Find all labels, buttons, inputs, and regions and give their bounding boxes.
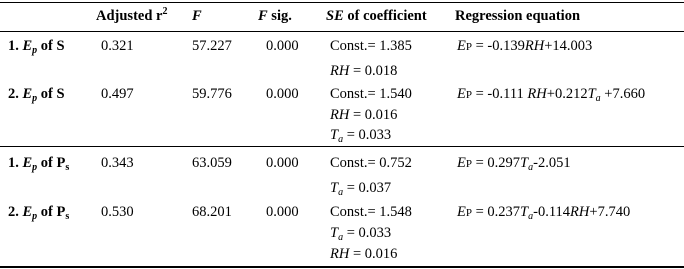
f-value: 59.776 — [192, 86, 232, 102]
se-line: Const.= 1.548 — [330, 204, 412, 220]
se-line: RH = 0.018 — [330, 63, 398, 79]
se-line: Const.= 1.385 — [330, 38, 412, 54]
se-line: $T_a = 0.033$ — [330, 127, 392, 145]
regression-equation: EP = $0.297T_a-2.051$ — [457, 155, 571, 173]
adjusted-r2-value: 0.321 — [101, 38, 134, 54]
row-label: 1. $E_p$ of S — [8, 38, 65, 56]
header-f-sig: F sig. — [258, 8, 292, 24]
row-label: 2. $E_p$ of S — [8, 86, 65, 104]
se-line: RH = 0.016 — [330, 107, 398, 123]
row-label: 1. $E_p$ of $P_s$ — [8, 155, 70, 173]
regression-equation: EP = -0.111 $RH+0.212T_a +7.660$ — [457, 86, 646, 104]
f-value: 63.059 — [192, 155, 232, 171]
f-value: 68.201 — [192, 204, 232, 220]
header-adjusted-r2: Adjusted $r^2$ — [96, 6, 168, 24]
se-line: Const.= 1.540 — [330, 86, 412, 102]
regression-equation: EP = -0.139RH+14.003 — [457, 38, 593, 54]
se-line: $T_a = 0.037$ — [330, 180, 392, 198]
header-f: F — [192, 8, 202, 24]
adjusted-r2-value: 0.530 — [101, 204, 134, 220]
header-se-coefficient: SE of coefficient — [326, 8, 427, 24]
f-sig-value: 0.000 — [266, 86, 299, 102]
adjusted-r2-value: 0.343 — [101, 155, 134, 171]
row-label: 2. $E_p$ of $P_s$ — [8, 204, 70, 222]
f-sig-value: 0.000 — [266, 204, 299, 220]
regression-equation: EP = $0.237T_a-0.114RH+7.740$ — [457, 204, 631, 222]
bottom-rule — [0, 266, 684, 268]
group-divider-rule — [0, 146, 684, 147]
f-sig-value: 0.000 — [266, 38, 299, 54]
f-sig-value: 0.000 — [266, 155, 299, 171]
adjusted-r2-value: 0.497 — [101, 86, 134, 102]
header-rule — [0, 31, 684, 32]
f-value: 57.227 — [192, 38, 232, 54]
header-regression-equation: Regression equation — [455, 8, 581, 24]
top-rule — [0, 2, 684, 3]
se-line: $T_a = 0.033$ — [330, 225, 392, 243]
se-line: Const.= 0.752 — [330, 155, 412, 171]
se-line: RH = 0.016 — [330, 246, 398, 262]
